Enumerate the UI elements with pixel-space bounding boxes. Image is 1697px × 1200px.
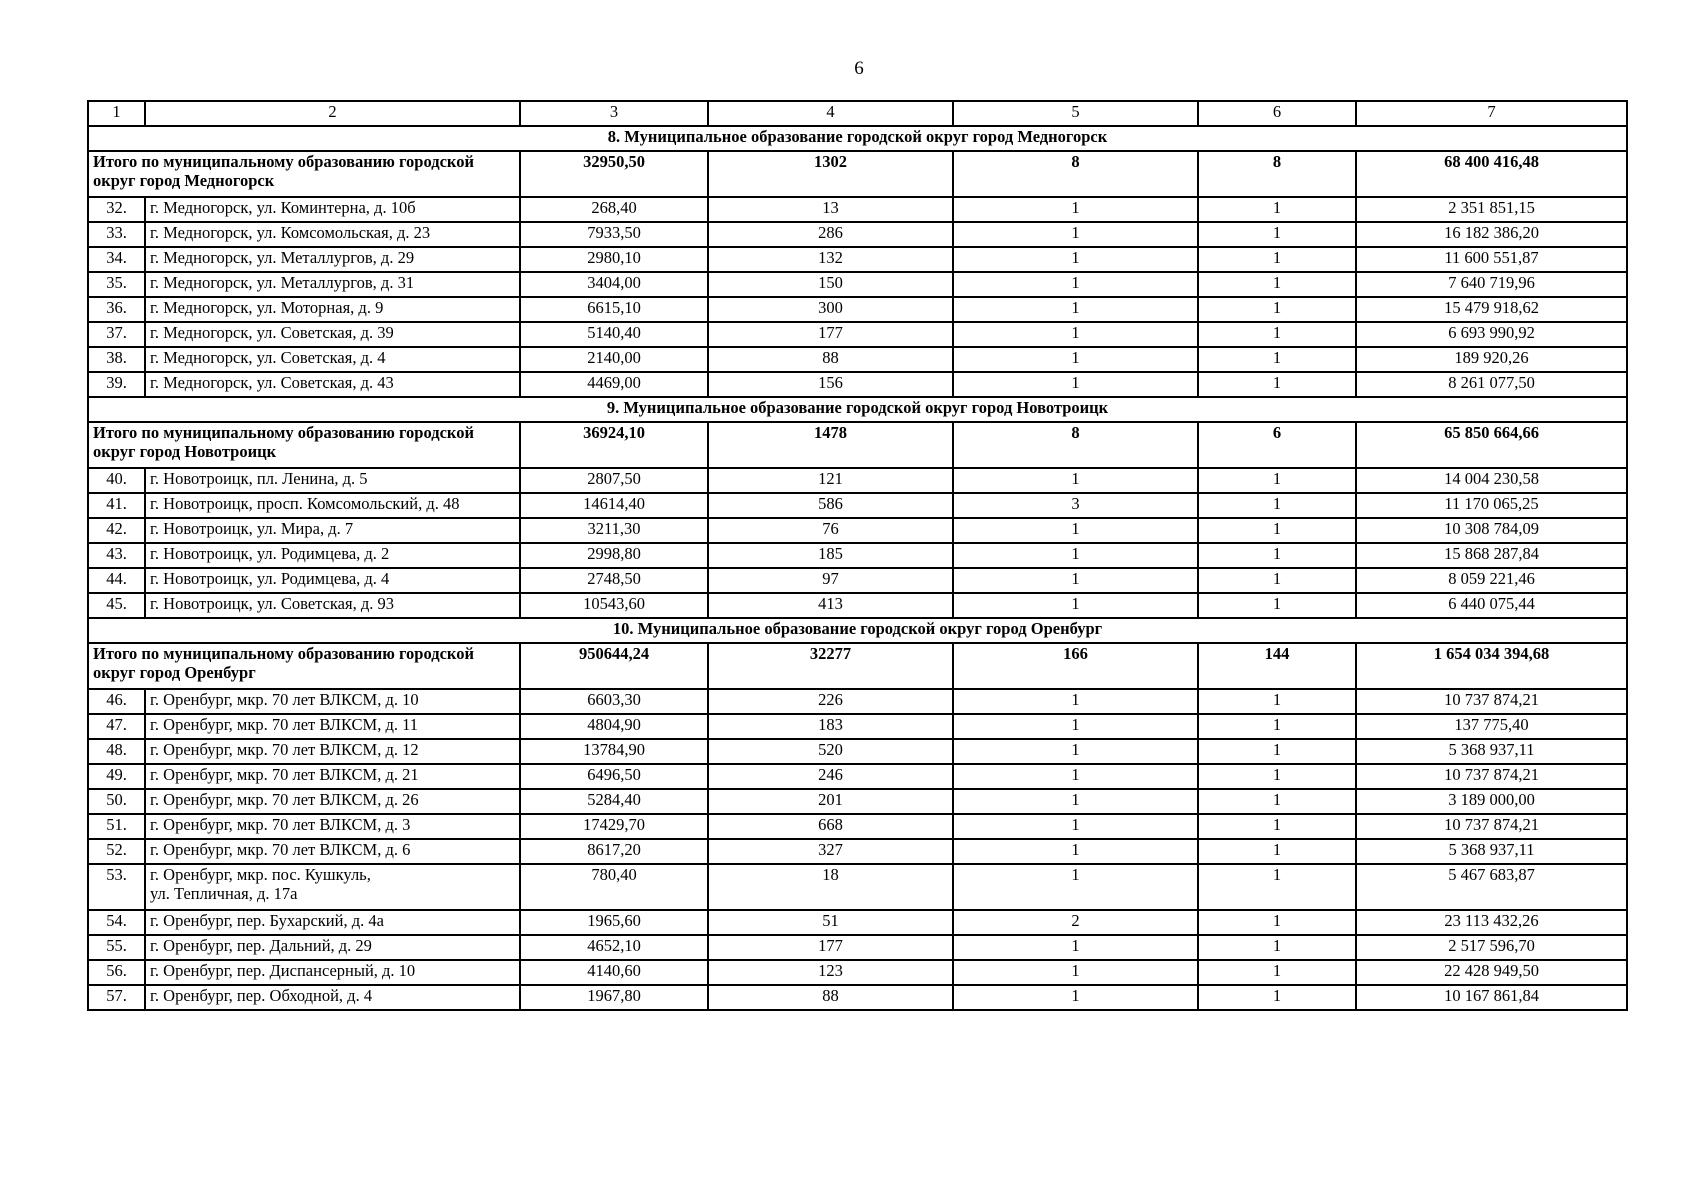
table-row [88,297,1627,322]
total-col5: 166 [953,643,1198,689]
row-residents: 183 [708,714,953,739]
row-cost: 7 640 719,96 [1356,272,1627,297]
total-area: 950644,24 [520,643,708,689]
row-residents: 177 [708,935,953,960]
row-col6: 1 [1198,764,1356,789]
row-address: г. Медногорск, ул. Металлургов, д. 31 [145,272,520,297]
section-title-row [88,397,1627,422]
section-title: 10. Муниципальное образование городской округ город Оренбург [88,618,1627,643]
row-col5: 1 [953,197,1198,222]
row-number: 34. [88,247,145,272]
total-residents: 1478 [708,422,953,468]
row-residents: 88 [708,985,953,1010]
row-number: 55. [88,935,145,960]
row-address: г. Оренбург, мкр. 70 лет ВЛКСМ, д. 26 [145,789,520,814]
row-address: г. Новотроицк, просп. Комсомольский, д. 48 [145,493,520,518]
row-number: 42. [88,518,145,543]
row-area: 14614,40 [520,493,708,518]
row-col5: 1 [953,322,1198,347]
row-number: 48. [88,739,145,764]
row-area: 4652,10 [520,935,708,960]
header-cell: 6 [1198,101,1356,126]
row-residents: 97 [708,568,953,593]
row-col6: 1 [1198,864,1356,910]
table-row [88,689,1627,714]
row-address: г. Оренбург, пер. Бухарский, д. 4а [145,910,520,935]
table-row [88,372,1627,397]
row-area: 5284,40 [520,789,708,814]
row-residents: 88 [708,347,953,372]
row-residents: 121 [708,468,953,493]
total-area: 36924,10 [520,422,708,468]
row-col6: 1 [1198,910,1356,935]
table-row [88,222,1627,247]
row-cost: 3 189 000,00 [1356,789,1627,814]
total-col5: 8 [953,422,1198,468]
row-cost: 15 479 918,62 [1356,297,1627,322]
row-col6: 1 [1198,543,1356,568]
total-cost: 1 654 034 394,68 [1356,643,1627,689]
row-address: г. Новотроицк, ул. Родимцева, д. 4 [145,568,520,593]
row-area: 17429,70 [520,814,708,839]
row-residents: 413 [708,593,953,618]
row-area: 8617,20 [520,839,708,864]
row-address: г. Новотроицк, ул. Родимцева, д. 2 [145,543,520,568]
row-col5: 1 [953,568,1198,593]
row-cost: 6 440 075,44 [1356,593,1627,618]
row-number: 35. [88,272,145,297]
row-address: г. Оренбург, мкр. 70 лет ВЛКСМ, д. 21 [145,764,520,789]
row-cost: 6 693 990,92 [1356,322,1627,347]
row-cost: 10 167 861,84 [1356,985,1627,1010]
row-address: г. Оренбург, мкр. 70 лет ВЛКСМ, д. 11 [145,714,520,739]
row-cost: 11 170 065,25 [1356,493,1627,518]
row-col5: 1 [953,468,1198,493]
housing-table [87,100,1628,1011]
row-residents: 13 [708,197,953,222]
row-area: 7933,50 [520,222,708,247]
table-row [88,864,1627,910]
row-residents: 327 [708,839,953,864]
row-col5: 1 [953,814,1198,839]
row-residents: 150 [708,272,953,297]
row-col5: 1 [953,543,1198,568]
row-col5: 1 [953,714,1198,739]
row-col5: 1 [953,347,1198,372]
row-col5: 1 [953,739,1198,764]
row-number: 43. [88,543,145,568]
row-residents: 123 [708,960,953,985]
row-address: г. Медногорск, ул. Комсомольская, д. 23 [145,222,520,247]
row-cost: 137 775,40 [1356,714,1627,739]
header-cell: 7 [1356,101,1627,126]
row-area: 1967,80 [520,985,708,1010]
row-area: 10543,60 [520,593,708,618]
row-cost: 15 868 287,84 [1356,543,1627,568]
row-residents: 156 [708,372,953,397]
row-area: 2980,10 [520,247,708,272]
row-col6: 1 [1198,372,1356,397]
row-col6: 1 [1198,814,1356,839]
row-number: 47. [88,714,145,739]
row-address: г. Медногорск, ул. Металлургов, д. 29 [145,247,520,272]
page-number: 6 [854,58,864,79]
row-col5: 1 [953,297,1198,322]
row-number: 53. [88,864,145,910]
total-area: 32950,50 [520,151,708,197]
row-col5: 1 [953,593,1198,618]
row-col6: 1 [1198,593,1356,618]
section-title: 8. Муниципальное образование городской округ город Медногорск [88,126,1627,151]
row-col6: 1 [1198,222,1356,247]
row-address: г. Медногорск, ул. Коминтерна, д. 10б [145,197,520,222]
row-residents: 586 [708,493,953,518]
table-row [88,543,1627,568]
row-number: 45. [88,593,145,618]
row-area: 4140,60 [520,960,708,985]
table-row [88,322,1627,347]
section-title-row [88,618,1627,643]
row-col6: 1 [1198,493,1356,518]
row-col5: 1 [953,272,1198,297]
row-address: г. Медногорск, ул. Советская, д. 43 [145,372,520,397]
total-label: Итого по муниципальному образованию городской округ город Оренбург [88,643,520,689]
header-row [88,101,1627,126]
row-col6: 1 [1198,272,1356,297]
row-address: г. Медногорск, ул. Советская, д. 4 [145,347,520,372]
total-label: Итого по муниципальному образованию городской округ город Новотроицк [88,422,520,468]
row-cost: 10 308 784,09 [1356,518,1627,543]
table-row [88,985,1627,1010]
row-address: г. Новотроицк, ул. Мира, д. 7 [145,518,520,543]
header-cell: 4 [708,101,953,126]
row-col6: 1 [1198,960,1356,985]
row-number: 44. [88,568,145,593]
table-row [88,839,1627,864]
row-area: 2807,50 [520,468,708,493]
row-col5: 2 [953,910,1198,935]
row-number: 56. [88,960,145,985]
row-col6: 1 [1198,739,1356,764]
row-cost: 16 182 386,20 [1356,222,1627,247]
row-residents: 246 [708,764,953,789]
row-residents: 520 [708,739,953,764]
table-row [88,493,1627,518]
row-number: 57. [88,985,145,1010]
row-cost: 5 368 937,11 [1356,739,1627,764]
row-col6: 1 [1198,297,1356,322]
row-col5: 3 [953,493,1198,518]
table-row [88,714,1627,739]
row-area: 268,40 [520,197,708,222]
table-row [88,960,1627,985]
row-col5: 1 [953,372,1198,397]
row-col5: 1 [953,247,1198,272]
row-cost: 189 920,26 [1356,347,1627,372]
row-residents: 201 [708,789,953,814]
row-area: 5140,40 [520,322,708,347]
row-residents: 76 [708,518,953,543]
row-col5: 1 [953,518,1198,543]
row-number: 50. [88,789,145,814]
total-col5: 8 [953,151,1198,197]
row-cost: 2 351 851,15 [1356,197,1627,222]
row-residents: 300 [708,297,953,322]
table-row [88,568,1627,593]
row-address: г. Оренбург, пер. Диспансерный, д. 10 [145,960,520,985]
row-col5: 1 [953,935,1198,960]
row-area: 780,40 [520,864,708,910]
row-col5: 1 [953,839,1198,864]
header-cell: 1 [88,101,145,126]
row-residents: 18 [708,864,953,910]
section-total-row [88,151,1627,197]
row-area: 2140,00 [520,347,708,372]
row-cost: 10 737 874,21 [1356,764,1627,789]
row-cost: 14 004 230,58 [1356,468,1627,493]
total-cost: 65 850 664,66 [1356,422,1627,468]
header-cell: 5 [953,101,1198,126]
row-residents: 177 [708,322,953,347]
total-col6: 144 [1198,643,1356,689]
table-row [88,197,1627,222]
table-row [88,739,1627,764]
row-cost: 8 059 221,46 [1356,568,1627,593]
table-row [88,789,1627,814]
section-total-row [88,422,1627,468]
header-cell: 3 [520,101,708,126]
row-col6: 1 [1198,347,1356,372]
row-address: г. Оренбург, мкр. 70 лет ВЛКСМ, д. 6 [145,839,520,864]
total-col6: 6 [1198,422,1356,468]
table-row [88,764,1627,789]
row-area: 2748,50 [520,568,708,593]
row-cost: 8 261 077,50 [1356,372,1627,397]
row-address [145,864,520,910]
row-col5: 1 [953,764,1198,789]
row-col6: 1 [1198,789,1356,814]
row-address: г. Новотроицк, ул. Советская, д. 93 [145,593,520,618]
header-cell: 2 [145,101,520,126]
row-address: г. Медногорск, ул. Моторная, д. 9 [145,297,520,322]
row-col5: 1 [953,222,1198,247]
row-number: 32. [88,197,145,222]
section-total-row [88,643,1627,689]
row-residents: 51 [708,910,953,935]
table-row [88,347,1627,372]
row-cost: 11 600 551,87 [1356,247,1627,272]
row-residents: 185 [708,543,953,568]
row-cost: 10 737 874,21 [1356,814,1627,839]
row-cost: 5 467 683,87 [1356,864,1627,910]
row-col6: 1 [1198,247,1356,272]
row-col6: 1 [1198,518,1356,543]
row-address: г. Оренбург, пер. Обходной, д. 4 [145,985,520,1010]
total-residents: 1302 [708,151,953,197]
section-title: 9. Муниципальное образование городской округ город Новотроицк [88,397,1627,422]
row-address: г. Оренбург, мкр. 70 лет ВЛКСМ, д. 10 [145,689,520,714]
row-address: г. Оренбург, пер. Дальний, д. 29 [145,935,520,960]
row-area: 13784,90 [520,739,708,764]
row-address-line: ул. Тепличная, д. 17а [150,884,298,903]
row-col5: 1 [953,789,1198,814]
row-address: г. Медногорск, ул. Советская, д. 39 [145,322,520,347]
row-area: 2998,80 [520,543,708,568]
section-title-row [88,126,1627,151]
row-number: 41. [88,493,145,518]
row-number: 38. [88,347,145,372]
row-area: 6615,10 [520,297,708,322]
table-row [88,935,1627,960]
row-cost: 2 517 596,70 [1356,935,1627,960]
row-number: 36. [88,297,145,322]
row-address: г. Оренбург, мкр. 70 лет ВЛКСМ, д. 3 [145,814,520,839]
table-row [88,814,1627,839]
row-col6: 1 [1198,568,1356,593]
row-area: 1965,60 [520,910,708,935]
row-number: 46. [88,689,145,714]
row-address: г. Оренбург, мкр. 70 лет ВЛКСМ, д. 12 [145,739,520,764]
row-col6: 1 [1198,985,1356,1010]
row-col6: 1 [1198,839,1356,864]
row-cost: 23 113 432,26 [1356,910,1627,935]
row-col6: 1 [1198,322,1356,347]
row-col6: 1 [1198,197,1356,222]
row-number: 33. [88,222,145,247]
row-col6: 1 [1198,935,1356,960]
row-number: 40. [88,468,145,493]
total-cost: 68 400 416,48 [1356,151,1627,197]
total-label: Итого по муниципальному образованию городской округ город Медногорск [88,151,520,197]
row-area: 6603,30 [520,689,708,714]
row-residents: 132 [708,247,953,272]
row-cost: 22 428 949,50 [1356,960,1627,985]
table-row [88,910,1627,935]
table-body [88,101,1627,1010]
row-area: 6496,50 [520,764,708,789]
row-residents: 668 [708,814,953,839]
row-number: 39. [88,372,145,397]
row-number: 52. [88,839,145,864]
row-col5: 1 [953,689,1198,714]
row-col5: 1 [953,960,1198,985]
row-col5: 1 [953,864,1198,910]
row-number: 51. [88,814,145,839]
total-col6: 8 [1198,151,1356,197]
table-row [88,247,1627,272]
row-col5: 1 [953,985,1198,1010]
row-address: г. Новотроицк, пл. Ленина, д. 5 [145,468,520,493]
row-col6: 1 [1198,468,1356,493]
table-row [88,468,1627,493]
table-row [88,518,1627,543]
row-cost: 10 737 874,21 [1356,689,1627,714]
row-cost: 5 368 937,11 [1356,839,1627,864]
row-area: 3404,00 [520,272,708,297]
row-area: 3211,30 [520,518,708,543]
row-number: 54. [88,910,145,935]
row-residents: 226 [708,689,953,714]
row-col6: 1 [1198,714,1356,739]
row-col6: 1 [1198,689,1356,714]
row-number: 37. [88,322,145,347]
row-area: 4804,90 [520,714,708,739]
table-row [88,272,1627,297]
row-residents: 286 [708,222,953,247]
row-area: 4469,00 [520,372,708,397]
row-address-line: г. Оренбург, мкр. пос. Кушкуль, [150,865,371,884]
row-number: 49. [88,764,145,789]
total-residents: 32277 [708,643,953,689]
table-row [88,593,1627,618]
